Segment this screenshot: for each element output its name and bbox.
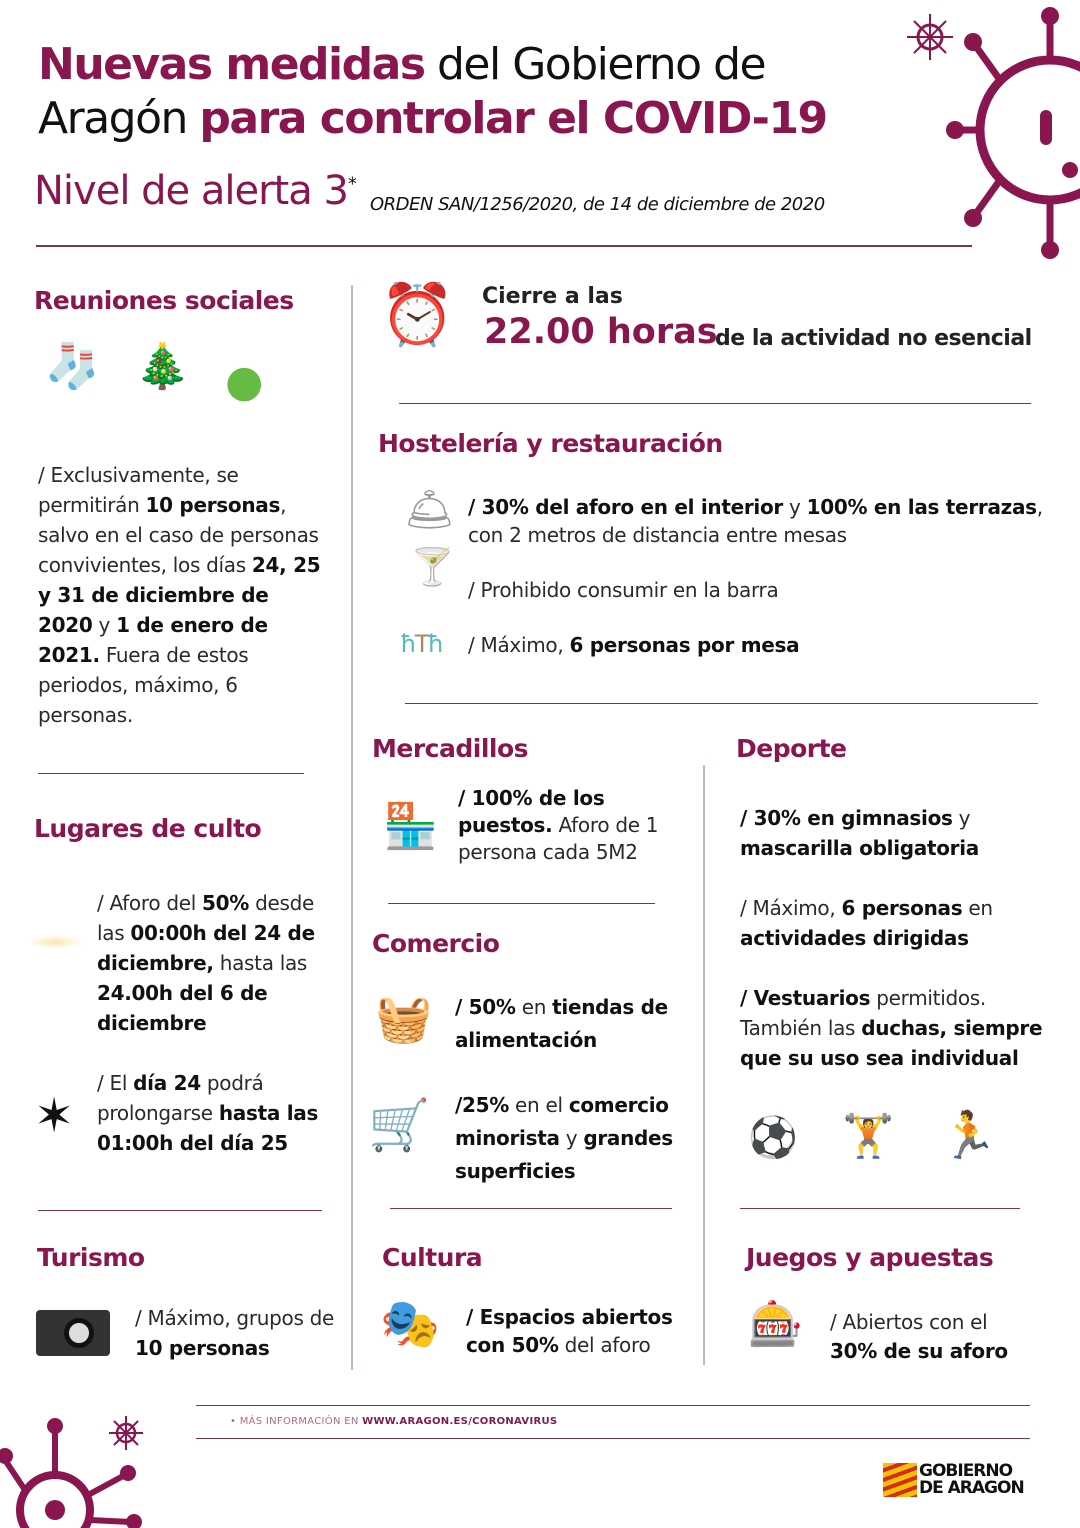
bold-text-segment: 6 personas por mesa (569, 633, 800, 657)
heading-comercio: Comercio (372, 929, 500, 958)
bold-text-segment: para controlar el COVID-19 (199, 93, 827, 144)
text-segment: / Abiertos con el (830, 1310, 988, 1334)
bold-text-segment: 1 de enero de 2021. (38, 613, 268, 667)
text-segment: desde las (97, 891, 315, 945)
aragon-flag-icon (883, 1463, 917, 1497)
bold-text-segment: mascarilla obligatoria (740, 836, 979, 860)
christmas-tree-icon: 🎄 (135, 341, 190, 392)
heading-reuniones: Reuniones sociales (34, 286, 294, 315)
mercadillos-text (458, 785, 688, 866)
more-info: • MÁS INFORMACIÓN EN WWW.ARAGON.ES/CORONAVIRUS (230, 1416, 558, 1427)
logo-text: GOBIERNO DE ARAGON (919, 1461, 1024, 1498)
candle-glow-icon (28, 935, 83, 949)
bold-text-segment: día 24 (133, 1071, 201, 1095)
heading-hosteleria: Hostelería y restauración (378, 429, 723, 458)
culto-item-1 (97, 888, 347, 1038)
alert-level-mark: * (347, 173, 356, 195)
runner-icon: 🏃 (940, 1108, 998, 1162)
heading-mercadillos: Mercadillos (372, 734, 529, 763)
theater-masks-icon: 🎭 (380, 1296, 440, 1352)
bold-text-segment: 50% (202, 891, 250, 915)
casino-chips-icon: 🎰 (748, 1299, 803, 1350)
cierre-label: Cierre a las (482, 284, 623, 309)
text-segment: hasta las (213, 951, 308, 975)
deporte-item-2 (740, 893, 1040, 953)
bold-text-segment: 100% en las terrazas (806, 495, 1037, 519)
coronavirus-link[interactable]: WWW.ARAGON.ES/CORONAVIRUS (362, 1416, 558, 1427)
heading-culto: Lugares de culto (34, 814, 262, 843)
stocking-icon: 🧦 (45, 341, 100, 392)
hosteleria-item-1 (468, 493, 1048, 549)
text-segment: / Prohibido consumir en la barra (468, 578, 779, 602)
bold-text-segment: / 100% de los puestos. (458, 786, 605, 837)
text-segment: , con 2 metros de distancia entre mesas (468, 495, 1043, 547)
order-reference: ORDEN SAN/1256/2020, de 14 de diciembre de 2020 (370, 194, 825, 215)
heading-deporte: Deporte (736, 734, 847, 763)
gobierno-aragon-logo (883, 1463, 1039, 1497)
heading-cultura: Cultura (382, 1243, 483, 1272)
turismo-text (135, 1303, 335, 1363)
text-segment: del aforo (558, 1333, 651, 1357)
text-segment: del Gobierno de (424, 39, 766, 90)
table-chairs-icon: ħTħ (400, 630, 443, 658)
more-info-label: MÁS INFORMACIÓN EN (239, 1416, 363, 1427)
deporte-item-3 (740, 983, 1060, 1073)
text-segment: / Máximo, (740, 896, 842, 920)
comercio-item-2 (455, 1089, 695, 1188)
shopping-cart-icon: 🛒 (368, 1096, 431, 1154)
hosteleria-item-2 (468, 575, 1028, 605)
text-segment: permitidos. También las (740, 986, 986, 1040)
juegos-text (830, 1308, 1030, 1366)
text-segment: y (92, 613, 117, 637)
bold-text-segment: / Espacios abiertos con 50% (466, 1305, 673, 1357)
alert-level-text: Nivel de alerta 3 (34, 168, 348, 214)
text-segment: en (515, 995, 553, 1019)
text-segment: Fuera de estos periodos, máximo, 6 personas. (38, 643, 249, 727)
bold-text-segment: 10 personas (135, 1336, 270, 1360)
bold-text-segment: 6 personas (841, 896, 963, 920)
text-segment: , salvo en el caso de personas convivientes, los días (38, 493, 319, 577)
bold-text-segment: grandes superficies (455, 1126, 673, 1183)
bold-text-segment: 24, 25 y 31 de diciembre de 2020 (38, 553, 321, 637)
bold-text-segment: / 30% en gimnasios (740, 806, 953, 830)
bold-text-segment: 30% de su aforo (830, 1339, 1008, 1363)
page-title (38, 38, 827, 146)
deporte-item-1 (740, 803, 1040, 863)
virus-decoration-icon (940, 0, 1080, 270)
bold-text-segment: / 30% del aforo en el interior (468, 495, 783, 519)
text-segment: y (952, 806, 971, 830)
title-line-1 (38, 38, 827, 92)
text-segment: en (962, 896, 993, 920)
text-segment: / Máximo, grupos de (135, 1306, 335, 1330)
culto-item-2 (97, 1068, 337, 1158)
cocktail-icon: 🍸 (410, 547, 455, 588)
hosteleria-item-3 (468, 630, 1028, 660)
small-virus-bottom-icon (108, 1415, 144, 1451)
bold-text-segment: / Vestuarios (740, 986, 871, 1010)
reuniones-text (38, 460, 328, 730)
text-segment: / El (97, 1071, 134, 1095)
bold-text-segment: 24.00h del 6 de diciembre (97, 981, 268, 1035)
text-segment: y (783, 495, 807, 519)
market-stall-icon: 🏪 (383, 801, 438, 852)
text-segment: / Aforo del (97, 891, 203, 915)
soccer-ball-icon: ⚽ (748, 1115, 798, 1161)
text-segment: Aforo de 1 persona cada 5M2 (458, 813, 659, 864)
bold-text-segment: / 50% (455, 995, 516, 1019)
bold-text-segment: /25% (455, 1093, 509, 1117)
cierre-time: 22.00 horas (484, 312, 718, 352)
text-segment: en el (508, 1093, 569, 1117)
heading-turismo: Turismo (37, 1243, 145, 1272)
grocery-basket-icon: 🧺 (375, 991, 433, 1045)
bold-text-segment: Nuevas medidas (38, 39, 425, 90)
text-segment: / Máximo, (468, 633, 570, 657)
small-virus-icon (905, 12, 955, 62)
bold-text-segment: comercio minorista (455, 1093, 669, 1150)
ornaments-icon: ● (225, 356, 264, 407)
alert-level (34, 168, 356, 214)
bold-text-segment: tiendas de alimentación (455, 995, 668, 1052)
text-segment: podrá prolongarse (97, 1071, 264, 1125)
bold-text-segment: 00:00h del 24 de diciembre, (97, 921, 315, 975)
text-segment: Aragón (38, 93, 200, 144)
camera-icon (36, 1310, 110, 1356)
heading-juegos: Juegos y apuestas (746, 1243, 994, 1272)
star-icon: ✶ (34, 1088, 75, 1144)
alarm-clock-icon: ⏰ (380, 280, 455, 350)
bold-text-segment: actividades dirigidas (740, 926, 969, 950)
cierre-rest: de la actividad no esencial (715, 326, 1032, 351)
text-segment: y (559, 1126, 584, 1150)
bold-text-segment: 10 personas (145, 493, 281, 517)
text-segment: / Exclusivamente, se permitirán (38, 463, 239, 517)
cloche-icon: 🛎 (404, 487, 455, 533)
title-line-2 (38, 92, 827, 146)
comercio-item-1 (455, 991, 695, 1057)
bold-text-segment: hasta las 01:00h del día 25 (97, 1101, 319, 1155)
bold-text-segment: duchas, siempre que su uso sea individual (740, 1016, 1043, 1070)
weightlifter-icon: 🏋 (842, 1111, 895, 1160)
cultura-text (466, 1303, 696, 1359)
